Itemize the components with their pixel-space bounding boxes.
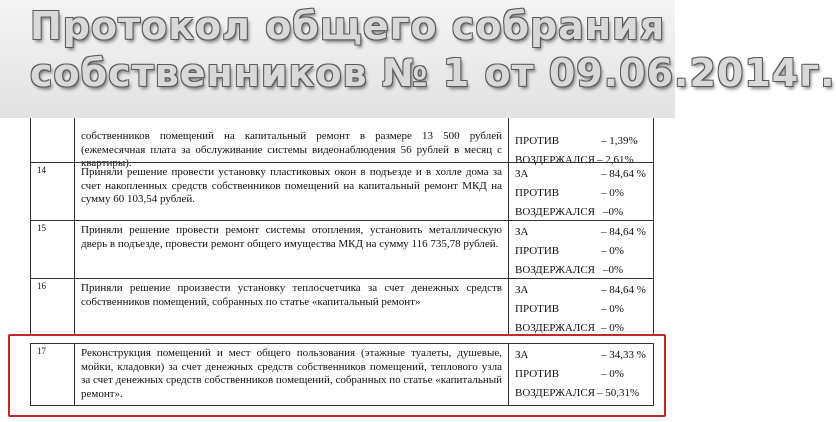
vote-value: – 50,31% (597, 387, 640, 399)
vote-label: ПРОТИВ (515, 187, 560, 199)
vote-label: ЗА (515, 284, 529, 296)
vote-value: – 2,61% (597, 154, 634, 166)
row-votes (509, 163, 653, 220)
table-row (30, 278, 654, 336)
vote-value: – 84,64 % (601, 168, 646, 180)
row-number: 15 (31, 221, 75, 278)
vote-label: ПРОТИВ (515, 368, 560, 380)
vote-value: –0% (603, 206, 624, 218)
vote-value: – 0% (601, 187, 624, 199)
vote-line (515, 132, 649, 151)
row-number: 16 (31, 279, 75, 336)
vote-label: ЗА (515, 226, 529, 238)
vote-label: ПРОТИВ (515, 135, 560, 147)
row-number: 17 (31, 344, 75, 405)
vote-line (515, 184, 649, 203)
vote-value: – 1,39% (601, 135, 638, 147)
table-row (30, 220, 654, 278)
table-row (30, 162, 654, 220)
row-text: Приняли решение произвести установку теплосчетчика за счет денежных средств собственников помещений, собранных по статье «капитальный ремонт» (75, 279, 509, 336)
vote-value: – 84,64 % (601, 226, 646, 238)
row-text: Приняли решение провести ремонт системы отопления, установить металлическую дверь в подъезде, провести ремонт общего имущества МКД на сумму 116 735,78 рублей. (75, 221, 509, 278)
vote-label: ВОЗДЕРЖАЛСЯ (515, 154, 596, 166)
title-line-1: Протокол общего собрания (30, 4, 666, 48)
vote-label: ЗА (515, 168, 529, 180)
vote-label: ВОЗДЕРЖАЛСЯ (515, 264, 596, 276)
vote-value: – 34,33 % (601, 349, 646, 361)
vote-value: – 0% (601, 322, 624, 334)
vote-value: – 0% (601, 368, 624, 380)
vote-value: – 0% (601, 245, 624, 257)
vote-value: – 0% (601, 303, 624, 315)
row-text: Приняли решение провести установку пластиковых окон в подъезде и в холле дома за счет накопленных средств собственников помещений на капитальный ремонт МКД на сумму 60 103,54 рублей. (75, 163, 509, 220)
row-votes (509, 279, 653, 336)
vote-label: ВОЗДЕРЖАЛСЯ (515, 387, 596, 399)
vote-label: ВОЗДЕРЖАЛСЯ (515, 322, 596, 334)
slide-title (0, 0, 836, 118)
row-text: Реконструкция помещений и мест общего пользования (этажные туалеты, душевые, мойки, кладовки) за счет денежных средств собственников помещений, теплового узла за счет денежных средств собственников помещений, собранных по статье «капитальный ремонт». (75, 344, 509, 405)
vote-label: ПРОТИВ (515, 245, 560, 257)
title-line-2: собственников № 1 от 09.06.2014г. (30, 51, 836, 95)
vote-line (515, 242, 649, 261)
vote-value: – 84,64 % (601, 284, 646, 296)
vote-line (515, 281, 649, 300)
row-number: 14 (31, 163, 75, 220)
vote-label: ВОЗДЕРЖАЛСЯ (515, 206, 596, 218)
row-votes (509, 221, 653, 278)
row-text: собственников помещений на капитальный ремонт в размере 13 500 рублей (ежемесячная плата за обслуживание системы видеонаблюдения 56 рублей в месяц с квартиры). (75, 96, 509, 162)
vote-line (515, 165, 649, 184)
vote-label: ЗА (515, 349, 529, 361)
vote-value: –0% (603, 264, 624, 276)
vote-label: ПРОТИВ (515, 303, 560, 315)
highlight-box (8, 334, 666, 417)
vote-line (515, 223, 649, 242)
vote-line (515, 300, 649, 319)
